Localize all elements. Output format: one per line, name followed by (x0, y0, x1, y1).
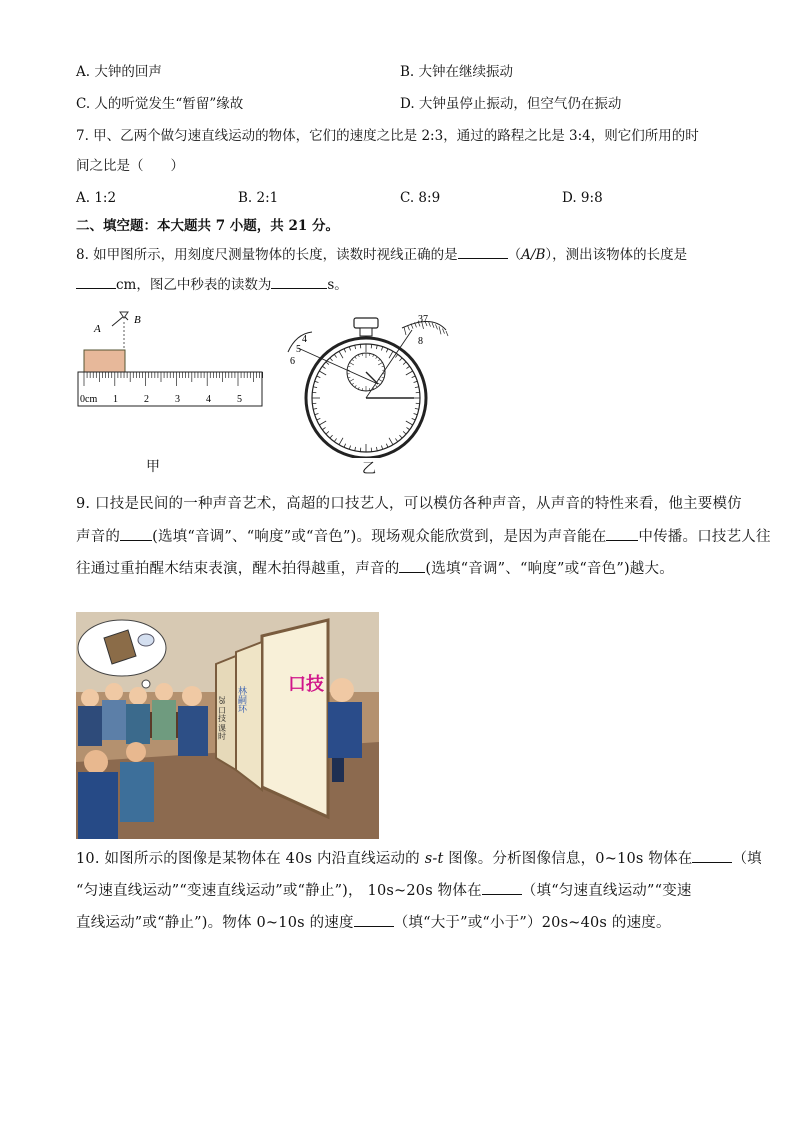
q9-text-3: 中传播。口技艺人往 (638, 529, 771, 545)
q8-stem-line2 (76, 274, 348, 295)
zoom-tick (446, 331, 448, 336)
q7-option-d: D. 9:8 (562, 190, 603, 206)
ruler-label-1: 1 (113, 394, 118, 405)
q9-blank-loudness[interactable] (399, 558, 425, 573)
figure-caption-yi: 乙 (362, 461, 376, 477)
zoom-tick (404, 327, 406, 335)
eye-label-a: A (94, 323, 101, 335)
q10-stem-line3 (76, 912, 671, 933)
zoom-tick (443, 329, 445, 334)
subdial-zoom-label-5: 5 (296, 344, 301, 355)
q8-blank-stopwatch[interactable] (271, 274, 327, 289)
ruler-label-2: 2 (144, 394, 149, 405)
q8-stem-line1 (76, 244, 687, 265)
zoom-tick (429, 322, 431, 327)
q10-text-7: （填“大于”或“小于”）20s~40s 的速度。 (393, 915, 671, 931)
q9-stem-line1: 9. 口技是民间的一种声音艺术，高超的口技艺人，可以模仿各种声音，从声音的特性来看，他主要模仿 (76, 496, 742, 512)
q8-blank-length[interactable] (76, 274, 116, 289)
q10-blank-0-10s[interactable] (692, 848, 732, 863)
zoom-label-8: 8 (418, 336, 423, 347)
q10-text-2: 图像。分析图像信息，0~10s 物体在 (448, 851, 693, 867)
figure-caption-jia: 甲 (146, 459, 160, 475)
q7-option-c: C. 8:9 (400, 190, 441, 206)
screen-author-name: 林嗣环 (237, 686, 247, 713)
ruler-label-5: 5 (237, 394, 242, 405)
ruler-label-3: 3 (175, 394, 180, 405)
q7-stem-line2: 间之比是（ ） (76, 158, 184, 174)
zoom-tick (408, 325, 410, 330)
q8-ab-option: A/B (521, 247, 546, 263)
screen-panel-middle (236, 642, 262, 790)
zoom-label-37: 37 (418, 314, 428, 325)
q7-option-a: A. 1:2 (76, 190, 117, 206)
q10-stem-line1 (76, 848, 762, 869)
bowl-drawing (138, 634, 154, 646)
q8-text-5: s。 (327, 277, 348, 293)
stopwatch-stem (360, 328, 372, 336)
eye-label-b: B (134, 314, 141, 326)
stopwatch-figure (282, 312, 452, 458)
sightline-a (112, 316, 124, 326)
zoom-tick (439, 326, 441, 334)
zoom-tick (432, 323, 434, 328)
q10-text-1: 10. 如图所示的图像是某物体在 40s 内沿直线运动的 (76, 851, 420, 867)
q8-blank-sightline[interactable] (458, 244, 508, 259)
subdial-zoom-label-6: 6 (290, 356, 295, 367)
subdial-zoom-label-4: 4 (302, 334, 307, 345)
kouji-illustration (76, 612, 379, 839)
q9-stem-line3 (76, 558, 674, 579)
q10-blank-compare[interactable] (354, 912, 394, 927)
q10-text-3: （填 (732, 851, 762, 867)
q10-blank-10-20s[interactable] (482, 880, 522, 895)
thought-dot (142, 680, 150, 688)
q9-blank-trait[interactable] (120, 526, 152, 541)
q6-option-d: D. 大钟虽停止振动，但空气仍在振动 (400, 96, 622, 112)
q6-option-c: C. 人的听觉发生“暂留”缘故 (76, 96, 244, 112)
q8-text-4: cm，图乙中秒表的读数为 (116, 277, 272, 293)
stopwatch-crown (354, 318, 378, 328)
q10-stem-line2 (76, 880, 692, 901)
screen-lesson-label: 28 口技 课时 (217, 696, 227, 740)
q8-text-2: （ (507, 247, 522, 263)
ruler-label-0: 0cm (80, 394, 98, 405)
q9-text-2: (选填“音调”、“响度”或“音色”)。现场观众能欣赏到，是因为声音能在 (152, 529, 607, 545)
measured-block (84, 350, 125, 372)
q9-blank-medium[interactable] (606, 526, 638, 541)
q6-option-b: B. 大钟在继续振动 (400, 64, 514, 80)
q7-option-b: B. 2:1 (238, 190, 279, 206)
eye-icon (120, 312, 128, 318)
q8-text-1: 8. 如甲图所示，用刻度尺测量物体的长度，读数时视线正确的是 (76, 247, 458, 263)
q8-text-3: ），测出该物体的长度是 (545, 247, 688, 263)
screen-title-kou: 口技 (288, 674, 324, 694)
q10-text-4: “匀速直线运动”“变速直线运动”或“静止”)， 10s~20s 物体在 (76, 883, 482, 899)
zoom-tick (436, 324, 438, 329)
section-heading-fill-in: 二、填空题：本大题共 7 小题，共 21 分。 (76, 218, 339, 234)
q7-stem-line1: 7. 甲、乙两个做匀速直线运动的物体，它们的速度之比是 2:3，通过的路程之比是 3:4，则它们所用的时 (76, 128, 699, 144)
q9-text-1: 声音的 (76, 529, 121, 545)
ruler-figure (72, 308, 268, 416)
q9-stem-line2 (76, 526, 771, 547)
q10-text-5: （填“匀速直线运动”“变速 (521, 883, 692, 899)
screen-panel-front (262, 620, 328, 817)
q9-text-4: 往通过重拍醒木结束表演，醒木拍得越重，声音的 (76, 561, 400, 577)
q6-option-a: A. 大钟的回声 (76, 64, 162, 80)
ruler-label-4: 4 (206, 394, 211, 405)
q9-text-5: (选填“音调”、“响度”或“音色”)越大。 (425, 561, 674, 577)
q10-st-symbol: s-t (424, 851, 444, 867)
q10-text-6: 直线运动”或“静止”)。物体 0~10s 的速度 (76, 915, 354, 931)
